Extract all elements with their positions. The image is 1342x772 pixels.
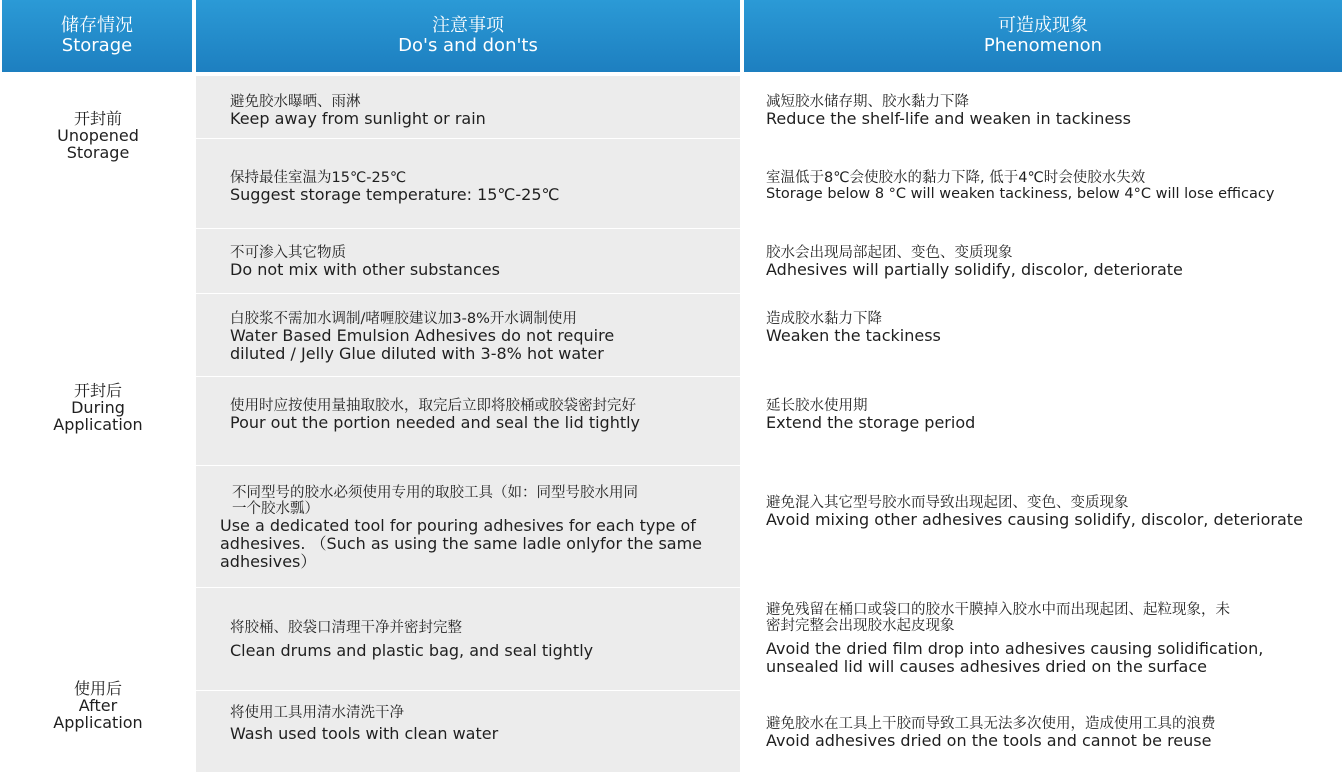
dos-cn: 不可渗入其它物质 <box>230 245 346 261</box>
header-storage-en: Storage <box>61 35 133 56</box>
dos-en: Water Based Emulsion Adhesives do not require <box>230 326 615 345</box>
row-divider <box>196 690 740 691</box>
row-divider <box>196 465 740 466</box>
category-cn: 开封前 <box>73 109 122 128</box>
category-after-application <box>0 680 196 731</box>
phen-cn: 避免残留在桶口或袋口的胶水干膜掉入胶水中而出现起团、起粒现象，未 <box>766 602 1230 618</box>
dos-cn: 使用时应按使用量抽取胶水，取完后立即将胶桶或胶袋密封完好 <box>230 398 636 414</box>
header-phen-en: Phenomenon <box>983 35 1103 56</box>
header-phenomenon <box>744 0 1342 72</box>
category-unopened <box>0 110 196 161</box>
phenomenon-cell <box>766 716 1216 750</box>
phenomenon-cell <box>766 398 975 432</box>
category-en: During <box>71 398 125 417</box>
dos-en: Do not mix with other substances <box>230 260 500 279</box>
dos-en: Keep away from sunlight or rain <box>230 109 486 128</box>
phen-en: unsealed lid will causes adhesives dried on the surface <box>766 657 1207 676</box>
category-en: Application <box>53 713 143 732</box>
phenomenon-cell <box>766 311 941 345</box>
category-during-application <box>0 382 196 433</box>
row-divider <box>196 376 740 377</box>
dos-en: Use a dedicated tool for pouring adhesives for each type of <box>220 516 696 535</box>
dos-cell <box>220 485 735 571</box>
phen-cn: 造成胶水黏力下降 <box>766 311 882 327</box>
dos-cn: 一个胶水瓢） <box>232 501 319 517</box>
phen-en: Storage below 8 °C will weaken tackiness, below 4°C will lose efficacy <box>766 186 1275 202</box>
phen-cn: 室温低于8℃会使胶水的黏力下降, 低于4℃时会使胶水失效 <box>766 170 1146 186</box>
header-storage-cn: 储存情况 <box>61 15 133 36</box>
dos-cell <box>230 311 614 363</box>
dos-cell <box>230 398 640 432</box>
dos-en: Wash used tools with clean water <box>230 724 499 743</box>
phen-en: Avoid the dried film drop into adhesives causing solidification, <box>766 639 1264 658</box>
phenomenon-cell <box>766 602 1263 676</box>
dos-cell <box>230 94 486 128</box>
dos-cn: 白胶浆不需加水调制/啫喱胶建议加3-8%开水调制使用 <box>230 311 577 327</box>
dos-cell <box>230 245 500 279</box>
phen-cn: 减短胶水储存期、胶水黏力下降 <box>766 94 969 110</box>
phen-en: Avoid adhesives dried on the tools and cannot be reuse <box>766 731 1212 750</box>
phenomenon-cell <box>766 245 1183 279</box>
header-storage <box>2 0 192 72</box>
dos-cn: 将胶桶、胶袋口清理干净并密封完整 <box>230 620 462 636</box>
phenomenon-cell <box>766 170 1274 202</box>
category-en: Storage <box>66 143 130 162</box>
phenomenon-cell <box>766 495 1303 529</box>
dos-en: Suggest storage temperature: 15℃-25℃ <box>230 185 560 204</box>
dos-cn: 将使用工具用清水清洗干净 <box>230 705 404 721</box>
phen-cn: 避免胶水在工具上干胶而导致工具无法多次使用，造成使用工具的浪费 <box>766 716 1216 732</box>
category-cn: 开封后 <box>73 381 122 400</box>
phen-cn: 延长胶水使用期 <box>766 398 868 414</box>
row-divider <box>196 138 740 139</box>
row-divider <box>196 228 740 229</box>
header-dos-cn: 注意事项 <box>432 15 504 36</box>
phen-en: Weaken the tackiness <box>766 326 941 345</box>
header-phen-cn: 可造成现象 <box>998 15 1088 36</box>
dos-en: adhesives） <box>220 552 317 571</box>
header-dos <box>196 0 740 72</box>
dos-en: diluted / Jelly Glue diluted with 3-8% hot water <box>230 344 604 363</box>
dos-cn: 保持最佳室温为15℃-25℃ <box>230 170 407 186</box>
phen-en: Avoid mixing other adhesives causing solidify, discolor, deteriorate <box>766 510 1303 529</box>
dos-en: Pour out the portion needed and seal the lid tightly <box>230 413 641 432</box>
phen-en: Adhesives will partially solidify, discolor, deteriorate <box>766 260 1183 279</box>
dos-cell <box>230 705 498 743</box>
row-divider <box>196 293 740 294</box>
phenomenon-cell <box>766 94 1131 128</box>
phen-en: Reduce the shelf-life and weaken in tackiness <box>766 109 1131 128</box>
phen-cn: 密封完整会出现胶水起皮现象 <box>766 618 955 634</box>
phen-en: Extend the storage period <box>766 413 976 432</box>
row-divider <box>196 587 740 588</box>
phen-cn: 胶水会出现局部起团、变色、变质现象 <box>766 245 1013 261</box>
header-dos-en: Do's and don'ts <box>398 35 538 56</box>
dos-en: adhesives. （Such as using the same ladle onlyfor the same <box>220 534 703 553</box>
category-cn: 使用后 <box>73 679 122 698</box>
phen-cn: 避免混入其它型号胶水而导致出现起团、变色、变质现象 <box>766 495 1129 511</box>
category-en: Unopened <box>57 126 139 145</box>
dos-en: Clean drums and plastic bag, and seal tightly <box>230 641 594 660</box>
dos-cn: 不同型号的胶水必须使用专用的取胶工具（如：同型号胶水用同 <box>232 485 638 501</box>
dos-cell <box>230 170 560 204</box>
dos-cn: 避免胶水曝晒、雨淋 <box>230 94 361 110</box>
category-en: After <box>78 696 118 715</box>
category-en: Application <box>53 415 143 434</box>
dos-cell <box>230 620 593 660</box>
